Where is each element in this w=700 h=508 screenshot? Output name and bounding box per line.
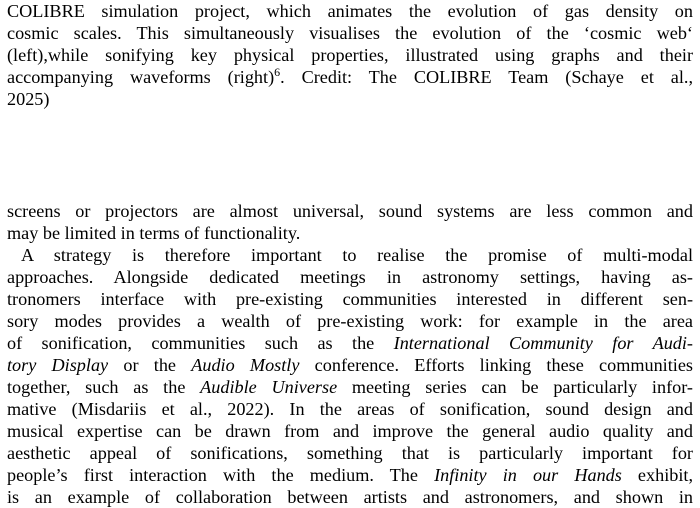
paragraph-line	[7, 464, 693, 486]
text-run: conference. Efforts linking these communities	[299, 355, 693, 375]
caption-text: . Credit: The COLIBRE Team (Schaye et al.,	[280, 67, 693, 87]
paragraph-line: may be limited in terms of functionality.	[7, 223, 301, 243]
paragraph-line: mative (Misdariis et al., 2022). In the areas of sonification, sound design and	[7, 399, 693, 419]
caption-text: accompanying waveforms (right)	[7, 67, 275, 87]
emphasis-text: tory Display	[7, 355, 109, 375]
caption-line	[7, 66, 693, 88]
footnote-marker[interactable]: 6	[274, 65, 281, 79]
text-run: meeting series can be particularly infor-	[337, 377, 693, 397]
emphasis-text: Audio Mostly	[191, 355, 300, 375]
paragraph-line	[7, 376, 693, 398]
emphasis-text: Audible Universe	[200, 377, 338, 397]
caption-line: 2025)	[7, 89, 50, 109]
paragraph-line: A strategy is therefore important to realise the promise of multi-modal	[21, 245, 693, 265]
paragraph-line	[7, 354, 693, 376]
text-run: together, such as the	[7, 377, 201, 397]
paragraph-line: screens or projectors are almost universal, sound systems are less common and	[7, 201, 693, 221]
paragraph-line: approaches. Alongside dedicated meetings in astronomy settings, having as-	[7, 267, 693, 287]
caption-line: cosmic scales. This simultaneously visualises the evolution of the ‘cosmic web‘	[7, 23, 693, 43]
caption-line: (left),while sonifying key physical properties, illustrated using graphs and their	[7, 45, 693, 65]
figure-caption	[7, 0, 693, 110]
text-run: or the	[108, 355, 192, 375]
paragraph-line: sory modes provides a wealth of pre-existing work: for example in the area	[7, 311, 693, 331]
text-run: people’s first interaction with the medium. The	[7, 465, 435, 485]
body-text	[7, 200, 693, 508]
paragraph-line: is an example of collaboration between artists and astronomers, and shown in	[7, 487, 693, 507]
paragraph-line: aesthetic appeal of sonifications, something that is particularly important for	[7, 443, 693, 463]
caption-line: COLIBRE simulation project, which animates the evolution of gas density on	[7, 1, 693, 21]
emphasis-text: Infinity in our Hands	[434, 465, 622, 485]
text-run: of sonification, communities such as the	[7, 333, 394, 353]
paragraph-line	[7, 332, 693, 354]
paragraph-line: musical expertise can be drawn from and improve the general audio quality and	[7, 421, 693, 441]
emphasis-text: International Community for Audi-	[393, 333, 693, 353]
paragraph-line: tronomers interface with pre-existing communities interested in different sen-	[7, 289, 693, 309]
text-run: exhibit,	[621, 465, 693, 485]
